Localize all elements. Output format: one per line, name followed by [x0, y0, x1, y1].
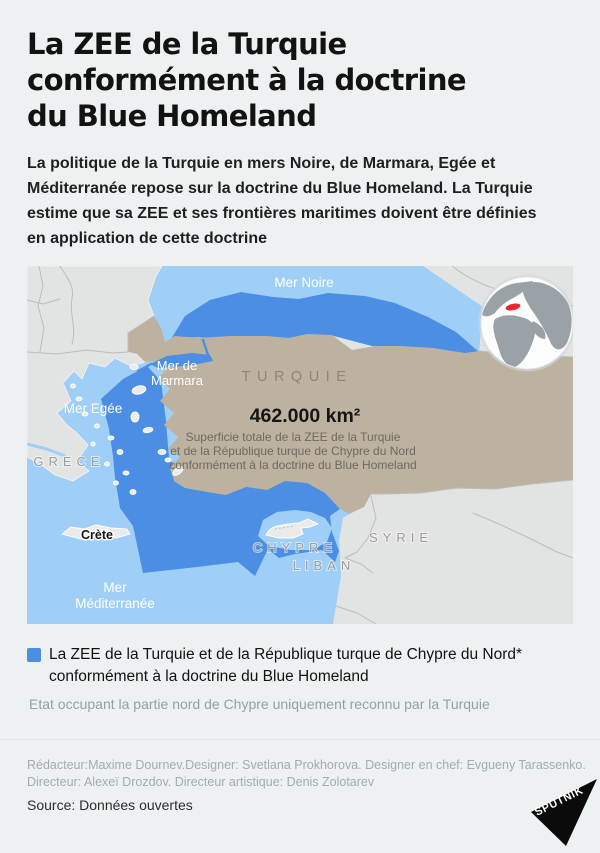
sputnik-logo-text: SPUTNIK	[532, 784, 586, 819]
map	[27, 266, 573, 624]
map-svg	[27, 266, 573, 624]
label-syria: SYRIE	[368, 530, 434, 545]
legend-swatch	[27, 648, 41, 662]
legend	[27, 644, 583, 687]
label-area-caption-2: et de la République turque de Chypre du Nord	[170, 444, 416, 458]
label-aegean: Mer Egée	[63, 401, 123, 416]
label-area-caption-1: Superficie totale de la ZEE de la Turquie	[185, 430, 401, 444]
label-area-value: 462.000 km²	[249, 405, 361, 427]
title-line-1: La ZEE de la Turquie	[27, 27, 347, 61]
label-turkey: TURQUIE	[241, 369, 353, 385]
label-crete: Crète	[81, 528, 113, 542]
divider-line	[0, 739, 600, 740]
label-marmara-2: Marmara	[150, 373, 204, 388]
globe-inset	[480, 276, 574, 371]
title-line-3: du Blue Homeland	[27, 99, 317, 133]
label-lebanon: LIBAN	[292, 558, 356, 573]
page-subtitle: La politique de la Turquie en mers Noire, de Marmara, Egée et Méditerranée repose sur la doctrine du Blue Homeland. La Turquie estime que sa ZEE et ses frontières maritimes doivent être définies en application de cette doctrine	[27, 155, 537, 247]
title-line-2: conformément à la doctrine	[27, 63, 466, 97]
source-line: Source: Données ouvertes	[27, 797, 193, 813]
label-greece: GRECE	[33, 454, 105, 469]
label-black-sea: Mer Noire	[274, 275, 334, 290]
footnote: Etat occupant la partie nord de Chypre uniquement reconnu par la Turquie	[29, 696, 490, 712]
label-mediterranean-1: Mer	[103, 580, 127, 595]
label-cyprus: CHYPRE	[252, 540, 338, 555]
page-title	[27, 26, 583, 134]
credits: Rédacteur:Maxime Dournev.Designer: Svetlana Prokhorova. Designer en chef: Evgueny Tarassenko. Directeur: Alexeï Drozdov. Directeur artistique: Denis Zolotarev	[27, 758, 586, 789]
label-marmara-1: Mer de	[156, 358, 198, 373]
sputnik-logo	[513, 763, 600, 853]
label-mediterranean-2: Méditerranée	[75, 596, 155, 611]
legend-text: La ZEE de la Turquie et de la République turque de Chypre du Nord* conformément à la doctrine du Blue Homeland	[49, 646, 523, 685]
label-area-caption-3: conformément à la doctrine du Blue Homeland	[169, 458, 417, 472]
